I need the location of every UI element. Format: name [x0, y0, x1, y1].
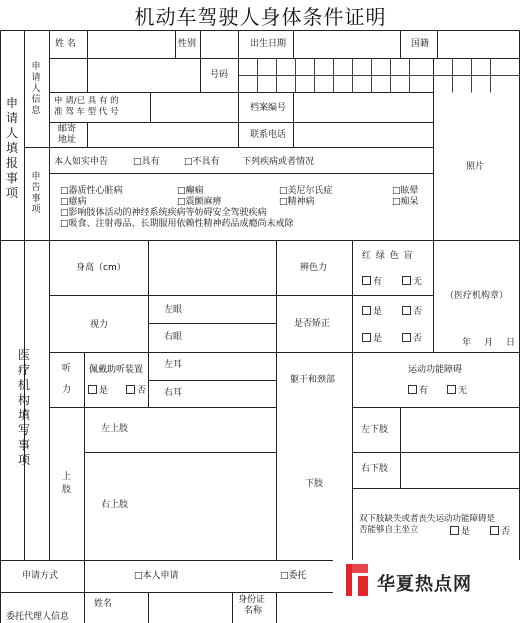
- hearing-label-2: 力: [62, 385, 72, 395]
- checkbox-icon: [408, 385, 417, 394]
- right-eye-label: 右眼: [164, 332, 183, 342]
- height-label: 身高（cm）: [76, 263, 126, 273]
- checkbox-icon: [490, 526, 499, 535]
- postal-label-1: 邮寄: [58, 124, 77, 134]
- disease-hysteria[interactable]: □癔病: [60, 197, 87, 207]
- date-year: 年: [462, 338, 472, 348]
- right-eye-corrected-yes[interactable]: 是: [362, 333, 382, 344]
- gender-label: 性别: [178, 39, 197, 49]
- checkbox-icon: [88, 385, 97, 394]
- birth-date-label: 出生日期: [250, 39, 287, 49]
- medical-section-label: 医疗机构填写事项: [17, 348, 30, 467]
- checkbox-icon: [362, 276, 371, 285]
- upper-limb-label-2: 肢: [62, 485, 72, 495]
- date-month: 月: [484, 338, 494, 348]
- disease-vertigo[interactable]: □眩晕: [392, 186, 419, 196]
- checkbox-icon: [402, 333, 411, 342]
- checkbox-icon: [126, 385, 135, 394]
- date-day: 日: [506, 338, 516, 348]
- right-eye-corrected-no[interactable]: 否: [402, 333, 422, 344]
- left-lower-limb-label: 左下肢: [361, 425, 389, 435]
- right-upper-limb-label: 右上肢: [101, 500, 129, 510]
- trunk-neck-label: 躯干和颈部: [290, 375, 336, 385]
- disease-meniere[interactable]: □美尼尔氏症: [279, 186, 333, 196]
- left-eye-corrected-yes[interactable]: 是: [362, 306, 382, 317]
- file-number-label: 档案编号: [250, 103, 287, 113]
- right-ear-label: 右耳: [164, 388, 183, 398]
- left-eye-label: 左眼: [164, 305, 183, 315]
- applicant-info-label: 申请人信息: [31, 62, 41, 116]
- agent-id-label-2: 名称: [244, 606, 263, 616]
- application-method-label: 申请方式: [22, 571, 59, 581]
- corrected-label: 是否矫正: [294, 319, 331, 329]
- site-watermark: [333, 560, 521, 602]
- license-type-label-2: 准 驾 车 型 代 号: [54, 107, 119, 117]
- watermark-logo-icon: [343, 562, 371, 598]
- photo-label: 照片: [466, 162, 485, 172]
- color-blind-yes[interactable]: 有: [362, 276, 382, 287]
- motor-disorder-yes[interactable]: 有: [408, 385, 428, 396]
- motor-disorder-no[interactable]: 无: [447, 385, 467, 396]
- left-ear-label: 左耳: [164, 360, 183, 370]
- disease-psychosis[interactable]: □精神病: [279, 197, 315, 207]
- watermark-text: 华夏热点网: [377, 574, 472, 595]
- checkbox-icon: [402, 306, 411, 315]
- disease-epilepsy[interactable]: □癫痫: [177, 186, 204, 196]
- motor-disorder-label: 运动功能障碍: [408, 365, 463, 375]
- disease-drug[interactable]: □吸食、注射毒品、长期服用依赖性精神药品成瘾尚未戒除: [60, 219, 294, 229]
- both-lower-no[interactable]: 否: [490, 526, 510, 537]
- declare-label: 申告事项: [31, 172, 41, 215]
- checkbox-icon: [362, 306, 371, 315]
- checkbox-icon: [402, 276, 411, 285]
- left-eye-corrected-no[interactable]: 否: [402, 306, 422, 317]
- nationality-label: 国籍: [411, 39, 430, 49]
- checkbox-icon: [450, 526, 459, 535]
- form-title: 机动车驾驶人身体条件证明: [134, 5, 387, 29]
- postal-label-2: 地址: [58, 135, 77, 145]
- lower-limb-label: 下肢: [305, 479, 324, 489]
- id-number-label: 号码: [210, 70, 229, 80]
- vision-label: 视力: [90, 320, 109, 330]
- checkbox-icon: [447, 385, 456, 394]
- color-blind-label: 红 绿 色 盲: [362, 251, 414, 261]
- left-upper-limb-label: 左上肢: [101, 424, 129, 434]
- color-blind-no[interactable]: 无: [402, 276, 422, 287]
- color-discrimination-label: 辨色力: [300, 263, 328, 273]
- name-label: 姓 名: [55, 39, 76, 49]
- agent-id-label-1: 身份证: [238, 595, 266, 605]
- self-apply-checkbox[interactable]: □本人申请: [134, 571, 179, 581]
- agent-name-label: 姓名: [94, 599, 113, 609]
- right-lower-limb-label: 右下肢: [361, 464, 389, 474]
- disease-dementia[interactable]: □痴呆: [392, 197, 419, 207]
- disease-paralysis-agitans[interactable]: □震颤麻痹: [177, 197, 222, 207]
- both-lower-yes[interactable]: 是: [450, 526, 470, 537]
- both-lower-label-2: 否能够自主坐立: [359, 525, 419, 535]
- declare-has-not-checkbox[interactable]: □不具有: [184, 157, 220, 167]
- hearing-aid-yes[interactable]: 是: [88, 385, 108, 396]
- checkbox-icon: [362, 333, 371, 342]
- applicant-section-label: 申请人填报事项: [5, 96, 18, 200]
- disease-neuro[interactable]: □影响肢体活动的神经系统疾病等妨碍安全驾驶疾病: [60, 208, 267, 218]
- declare-suffix: 下列疾病或者情况: [242, 157, 315, 167]
- hearing-aid-no[interactable]: 否: [126, 385, 146, 396]
- phone-label: 联系电话: [250, 130, 287, 140]
- hearing-label-1: 听: [62, 364, 72, 374]
- agent-info-label: 委托代理人信息: [6, 612, 70, 622]
- license-type-label-1: 申 请/已 具 有 的: [54, 96, 119, 106]
- upper-limb-label-1: 上: [62, 472, 72, 482]
- stamp-label: （医疗机构章）: [445, 291, 509, 301]
- entrust-checkbox[interactable]: □委托: [280, 571, 307, 581]
- declare-prefix: 本人如实申告: [54, 157, 109, 167]
- declare-has-checkbox[interactable]: □具有: [133, 157, 160, 167]
- both-lower-label-1: 双下肢缺失或者丧失运动功能障碍是: [359, 514, 496, 524]
- hearing-aid-label: 佩戴助听装置: [89, 365, 144, 375]
- disease-heart[interactable]: □器质性心脏病: [60, 186, 123, 196]
